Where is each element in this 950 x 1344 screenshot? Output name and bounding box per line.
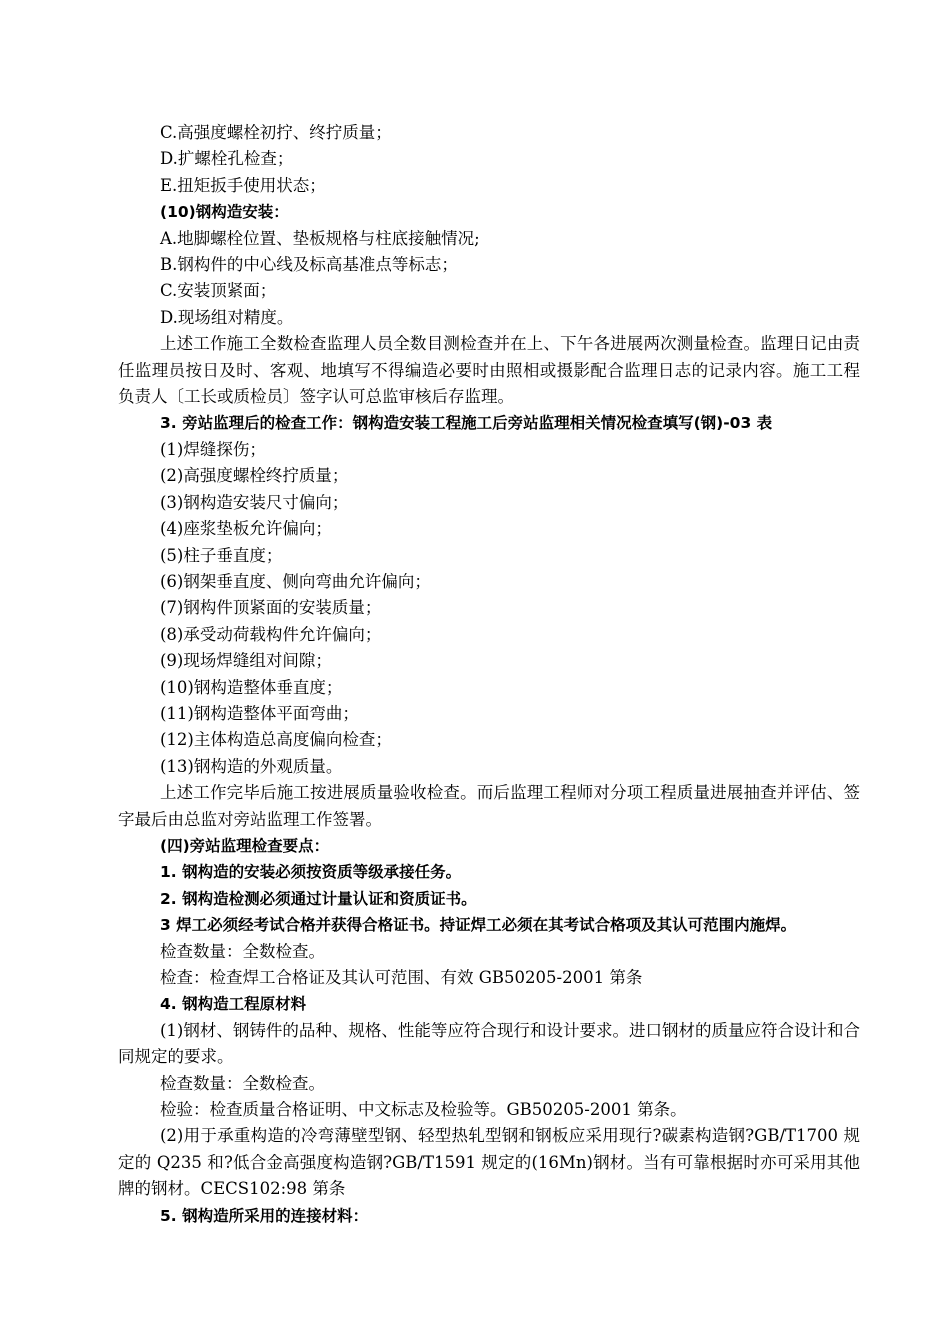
paragraph: (2)用于承重构造的冷弯薄壁型钢、轻型热轧型钢和钢板应采用现行?碳素构造钢?GB/T1700 规定的 Q235 和?低合金高强度构造钢?GB/T1591 规定的(16Mn)钢材。当有可靠根据时亦可采用其他牌的钢材。CECS102:98 第条	[118, 1126, 860, 1199]
text-line: C.安装顶紧面；	[160, 281, 277, 301]
text-line: 检验：检查质量合格证明、中文标志及检验等。GB50205-2001 第条。	[160, 1100, 687, 1120]
text-line: E.扭矩扳手使用状态；	[160, 175, 326, 195]
section-heading: (10)钢构造安装：	[160, 203, 289, 222]
list-item: (10)钢构造整体垂直度；	[160, 677, 343, 697]
list-item: (12)主体构造总高度偏向检查；	[160, 730, 392, 750]
text-line: 检查：检查焊工合格证及其认可范围、有效 GB50205-2001 第条	[160, 968, 643, 987]
section-heading: 3. 旁站监理后的检查工作：钢构造安装工程施工后旁站监理相关情况检查填写(钢)-03 表	[160, 414, 773, 433]
list-item: (3)钢构造安装尺寸偏向；	[160, 492, 349, 512]
list-item: (1)焊缝探伤；	[160, 439, 266, 459]
text-line: B.钢构件的中心线及标高基准点等标志；	[160, 255, 458, 275]
list-item: (5)柱子垂直度；	[160, 545, 283, 565]
list-item: (9)现场焊缝组对间隙；	[160, 651, 332, 671]
text-line: 检查数量：全数检查。	[160, 941, 325, 961]
list-item: (2)高强度螺栓终拧质量；	[160, 466, 349, 486]
text-line: D.现场组对精度。	[160, 307, 294, 327]
list-item: (13)钢构造的外观质量。	[160, 756, 343, 776]
text-line: A.地脚螺栓位置、垫板规格与柱底接触情况;	[160, 228, 480, 248]
list-item: (8)承受动荷载构件允许偏向；	[160, 624, 382, 644]
text-line: 检查数量：全数检查。	[160, 1073, 325, 1093]
list-item: (6)钢架垂直度、侧向弯曲允许偏向；	[160, 571, 431, 591]
section-heading: 2. 钢构造检测必须通过计量认证和资质证书。	[160, 889, 477, 908]
text-line: C.高强度螺栓初拧、终拧质量；	[160, 123, 392, 142]
list-item: (11)钢构造整体平面弯曲；	[160, 703, 359, 723]
list-item: (4)座浆垫板允许偏向；	[160, 519, 332, 539]
section-heading: 4. 钢构造工程原材料	[160, 995, 307, 1014]
section-heading: (四)旁站监理检查要点：	[160, 836, 330, 855]
section-heading: 1. 钢构造的安装必须按资质等级承接任务。	[160, 863, 462, 882]
text-line: D.扩螺栓孔检查；	[160, 149, 294, 169]
list-item: (7)钢构件顶紧面的安装质量；	[160, 598, 382, 618]
section-heading: 5. 钢构造所采用的连接材料：	[160, 1206, 369, 1225]
paragraph: 上述工作完毕后施工按进展质量验收检查。而后监理工程师对分项工程质量进展抽查并评估、签字最后由总监对旁站监理工作签署。	[118, 783, 860, 829]
section-heading: 3 焊工必须经考试合格并获得合格证书。持证焊工必须在其考试合格项及其认可范围内施焊。	[160, 916, 797, 935]
paragraph: (1)钢材、钢铸件的品种、规格、性能等应符合现行和设计要求。进口钢材的质量应符合设计和合同规定的要求。	[118, 1020, 860, 1067]
paragraph: 上述工作施工全数检查监理人员全数目测检查并在上、下午各进展两次测量检查。监理日记由责任监理员按日及时、客观、地填写不得编造必要时由照相或摄影配合监理日志的记录内容。施工工程负责人〔工长或质检员〕签字认可总监审核后存监理。	[118, 334, 860, 407]
